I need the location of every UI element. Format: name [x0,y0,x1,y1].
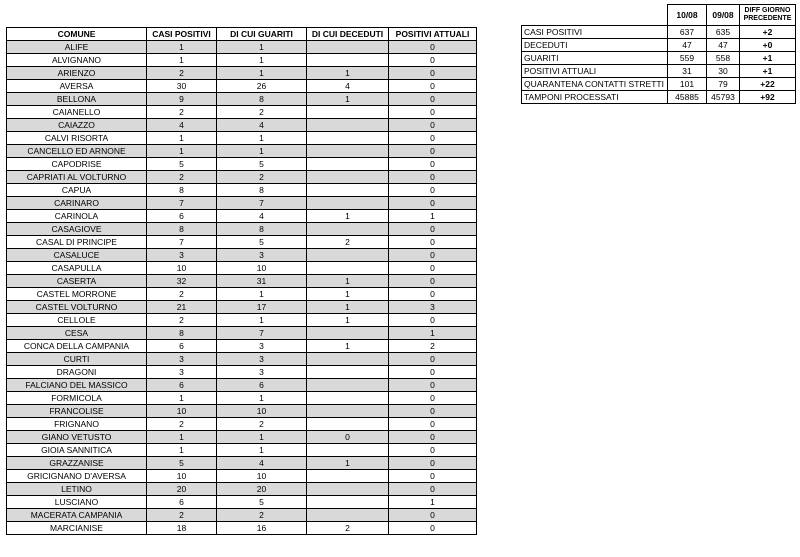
table-row [7,340,477,353]
cell-casi-positivi: 2 [147,288,217,301]
summary-yesterday: 47 [707,39,740,52]
summary-row [522,65,796,78]
cell-positivi-attuali: 0 [389,132,477,145]
cell-positivi-attuali: 0 [389,470,477,483]
cell-guariti: 6 [217,379,307,392]
summary-table-header [522,5,796,26]
cell-guariti: 1 [217,431,307,444]
table-row [7,67,477,80]
cell-casi-positivi: 3 [147,353,217,366]
cell-deceduti: 1 [307,314,389,327]
cell-deceduti [307,262,389,275]
cell-casi-positivi: 5 [147,158,217,171]
cell-comune: CESA [7,327,147,340]
table-row [7,41,477,54]
summary-today: 47 [668,39,707,52]
cell-casi-positivi: 5 [147,457,217,470]
cell-casi-positivi: 1 [147,431,217,444]
cell-casi-positivi: 7 [147,236,217,249]
summary-header-diff: DIFF GIORNO PRECEDENTE [740,5,796,26]
cell-guariti: 1 [217,132,307,145]
cell-deceduti [307,249,389,262]
cell-positivi-attuali: 0 [389,80,477,93]
cell-deceduti [307,496,389,509]
cell-positivi-attuali: 0 [389,275,477,288]
cell-deceduti [307,41,389,54]
cell-casi-positivi: 1 [147,54,217,67]
table-row [7,54,477,67]
header-positivi-attuali: POSITIVI ATTUALI [389,28,477,41]
summary-today: 559 [668,52,707,65]
summary-yesterday: 635 [707,26,740,39]
table-row [7,171,477,184]
summary-diff: +1 [740,52,796,65]
cell-comune: CAIANELLO [7,106,147,119]
cell-comune: CAPRIATI AL VOLTURNO [7,171,147,184]
cell-comune: LUSCIANO [7,496,147,509]
table-row [7,223,477,236]
table-row [7,249,477,262]
table-row [7,379,477,392]
table-row [7,522,477,535]
cell-positivi-attuali: 1 [389,210,477,223]
cell-casi-positivi: 21 [147,301,217,314]
table-row [7,93,477,106]
cell-positivi-attuali: 0 [389,184,477,197]
cell-guariti: 1 [217,54,307,67]
table-row [7,288,477,301]
table-row [7,418,477,431]
cell-guariti: 1 [217,444,307,457]
cell-comune: CAPUA [7,184,147,197]
cell-guariti: 3 [217,366,307,379]
summary-today: 101 [668,78,707,91]
summary-row [522,78,796,91]
cell-guariti: 26 [217,80,307,93]
cell-deceduti: 1 [307,457,389,470]
summary-label: DECEDUTI [522,39,668,52]
cell-positivi-attuali: 0 [389,379,477,392]
cell-comune: GIOIA SANNITICA [7,444,147,457]
cell-guariti: 4 [217,457,307,470]
cell-positivi-attuali: 0 [389,145,477,158]
table-row [7,496,477,509]
cell-deceduti [307,184,389,197]
table-row [7,184,477,197]
summary-label: POSITIVI ATTUALI [522,65,668,78]
cell-positivi-attuali: 0 [389,171,477,184]
cell-guariti: 17 [217,301,307,314]
summary-header-blank [522,5,668,26]
cell-positivi-attuali: 0 [389,431,477,444]
cell-comune: CONCA DELLA CAMPANIA [7,340,147,353]
cell-positivi-attuali: 0 [389,288,477,301]
cell-casi-positivi: 2 [147,418,217,431]
cell-guariti: 7 [217,197,307,210]
summary-yesterday: 558 [707,52,740,65]
cell-deceduti [307,366,389,379]
cell-deceduti: 1 [307,340,389,353]
cell-casi-positivi: 1 [147,41,217,54]
cell-guariti: 5 [217,496,307,509]
summary-label: TAMPONI PROCESSATI [522,91,668,104]
table-row [7,197,477,210]
cell-deceduti [307,470,389,483]
summary-diff: +2 [740,26,796,39]
cell-comune: CASTEL VOLTURNO [7,301,147,314]
cell-comune: GRICIGNANO D'AVERSA [7,470,147,483]
summary-row [522,52,796,65]
summary-label: QUARANTENA CONTATTI STRETTI [522,78,668,91]
cell-guariti: 5 [217,158,307,171]
table-row [7,210,477,223]
summary-today: 637 [668,26,707,39]
cell-comune: CAPODRISE [7,158,147,171]
cell-casi-positivi: 6 [147,496,217,509]
cell-comune: FRANCOLISE [7,405,147,418]
cell-positivi-attuali: 0 [389,249,477,262]
table-row [7,366,477,379]
cell-comune: ARIENZO [7,67,147,80]
comuni-table [6,27,477,535]
cell-deceduti [307,483,389,496]
cell-positivi-attuali: 0 [389,158,477,171]
summary-diff: +92 [740,91,796,104]
cell-deceduti: 1 [307,210,389,223]
cell-guariti: 10 [217,405,307,418]
cell-guariti: 1 [217,67,307,80]
cell-guariti: 8 [217,223,307,236]
cell-deceduti [307,54,389,67]
table-row [7,444,477,457]
cell-guariti: 1 [217,288,307,301]
table-row [7,353,477,366]
cell-positivi-attuali: 0 [389,444,477,457]
cell-positivi-attuali: 0 [389,236,477,249]
cell-positivi-attuali: 0 [389,41,477,54]
cell-casi-positivi: 1 [147,145,217,158]
summary-yesterday: 45793 [707,91,740,104]
cell-deceduti [307,379,389,392]
cell-comune: ALVIGNANO [7,54,147,67]
cell-deceduti: 4 [307,80,389,93]
cell-deceduti [307,223,389,236]
cell-comune: CASAPULLA [7,262,147,275]
summary-header-yesterday: 09/08 [707,5,740,26]
cell-comune: CAIAZZO [7,119,147,132]
table-row [7,145,477,158]
table-row [7,301,477,314]
cell-comune: CALVI RISORTA [7,132,147,145]
cell-positivi-attuali: 0 [389,483,477,496]
cell-positivi-attuali: 0 [389,106,477,119]
cell-deceduti [307,145,389,158]
cell-comune: MARCIANISE [7,522,147,535]
cell-guariti: 5 [217,236,307,249]
table-row [7,158,477,171]
header-deceduti: DI CUI DECEDUTI [307,28,389,41]
cell-positivi-attuali: 2 [389,340,477,353]
cell-comune: CURTI [7,353,147,366]
header-comune: COMUNE [7,28,147,41]
cell-deceduti [307,158,389,171]
summary-diff: +22 [740,78,796,91]
cell-guariti: 4 [217,119,307,132]
cell-deceduti [307,392,389,405]
cell-casi-positivi: 6 [147,210,217,223]
cell-positivi-attuali: 0 [389,54,477,67]
cell-casi-positivi: 10 [147,470,217,483]
cell-deceduti: 2 [307,522,389,535]
cell-casi-positivi: 18 [147,522,217,535]
cell-positivi-attuali: 0 [389,93,477,106]
cell-guariti: 3 [217,353,307,366]
summary-header-today: 10/08 [668,5,707,26]
cell-comune: CASAGIOVE [7,223,147,236]
table-row [7,327,477,340]
cell-positivi-attuali: 0 [389,353,477,366]
cell-casi-positivi: 8 [147,327,217,340]
cell-guariti: 4 [217,210,307,223]
cell-guariti: 7 [217,327,307,340]
cell-guariti: 1 [217,145,307,158]
summary-row [522,39,796,52]
cell-casi-positivi: 32 [147,275,217,288]
cell-casi-positivi: 1 [147,444,217,457]
cell-guariti: 2 [217,171,307,184]
cell-comune: DRAGONI [7,366,147,379]
cell-guariti: 31 [217,275,307,288]
cell-positivi-attuali: 0 [389,405,477,418]
cell-positivi-attuali: 0 [389,392,477,405]
cell-positivi-attuali: 0 [389,119,477,132]
cell-comune: CELLOLE [7,314,147,327]
cell-positivi-attuali: 0 [389,366,477,379]
cell-deceduti: 1 [307,288,389,301]
table-row [7,431,477,444]
cell-deceduti: 2 [307,236,389,249]
cell-positivi-attuali: 0 [389,522,477,535]
cell-comune: MACERATA CAMPANIA [7,509,147,522]
cell-casi-positivi: 2 [147,67,217,80]
cell-deceduti [307,444,389,457]
cell-comune: CASERTA [7,275,147,288]
cell-guariti: 1 [217,314,307,327]
summary-today: 31 [668,65,707,78]
cell-positivi-attuali: 0 [389,262,477,275]
cell-deceduti [307,418,389,431]
cell-positivi-attuali: 0 [389,314,477,327]
comuni-table-header [7,28,477,41]
cell-comune: GRAZZANISE [7,457,147,470]
cell-guariti: 8 [217,93,307,106]
cell-guariti: 8 [217,184,307,197]
cell-casi-positivi: 4 [147,119,217,132]
cell-deceduti: 1 [307,301,389,314]
cell-positivi-attuali: 0 [389,223,477,236]
cell-guariti: 3 [217,249,307,262]
cell-deceduti [307,197,389,210]
cell-deceduti [307,509,389,522]
cell-guariti: 10 [217,262,307,275]
header-casi-positivi: CASI POSITIVI [147,28,217,41]
cell-casi-positivi: 6 [147,379,217,392]
summary-row [522,91,796,104]
cell-positivi-attuali: 3 [389,301,477,314]
cell-comune: FORMICOLA [7,392,147,405]
summary-label: GUARITI [522,52,668,65]
cell-deceduti: 0 [307,431,389,444]
table-row [7,314,477,327]
cell-deceduti [307,171,389,184]
summary-diff: +0 [740,39,796,52]
cell-casi-positivi: 2 [147,171,217,184]
cell-casi-positivi: 30 [147,80,217,93]
cell-comune: CARINOLA [7,210,147,223]
cell-comune: CASTEL MORRONE [7,288,147,301]
cell-casi-positivi: 1 [147,132,217,145]
summary-diff: +1 [740,65,796,78]
cell-casi-positivi: 8 [147,184,217,197]
cell-positivi-attuali: 1 [389,496,477,509]
summary-row [522,26,796,39]
cell-casi-positivi: 1 [147,392,217,405]
table-row [7,483,477,496]
summary-yesterday: 79 [707,78,740,91]
cell-casi-positivi: 2 [147,106,217,119]
cell-comune: ALIFE [7,41,147,54]
table-row [7,119,477,132]
table-row [7,470,477,483]
cell-deceduti: 1 [307,67,389,80]
table-row [7,275,477,288]
summary-table [521,4,796,104]
cell-guariti: 2 [217,106,307,119]
cell-deceduti [307,405,389,418]
cell-casi-positivi: 2 [147,509,217,522]
cell-deceduti [307,119,389,132]
cell-comune: CASAL DI PRINCIPE [7,236,147,249]
cell-casi-positivi: 3 [147,366,217,379]
header-guariti: DI CUI GUARITI [217,28,307,41]
cell-positivi-attuali: 1 [389,327,477,340]
cell-deceduti [307,353,389,366]
cell-casi-positivi: 9 [147,93,217,106]
table-row [7,80,477,93]
cell-positivi-attuali: 0 [389,418,477,431]
cell-guariti: 1 [217,41,307,54]
table-row [7,236,477,249]
cell-casi-positivi: 7 [147,197,217,210]
table-row [7,132,477,145]
cell-guariti: 3 [217,340,307,353]
cell-guariti: 2 [217,509,307,522]
cell-deceduti [307,327,389,340]
cell-casi-positivi: 10 [147,262,217,275]
cell-deceduti [307,106,389,119]
table-row [7,392,477,405]
cell-positivi-attuali: 0 [389,457,477,470]
cell-positivi-attuali: 0 [389,197,477,210]
cell-deceduti [307,132,389,145]
table-row [7,262,477,275]
cell-positivi-attuali: 0 [389,67,477,80]
cell-casi-positivi: 8 [147,223,217,236]
cell-comune: LETINO [7,483,147,496]
summary-today: 45885 [668,91,707,104]
cell-deceduti: 1 [307,275,389,288]
cell-comune: CARINARO [7,197,147,210]
table-row [7,106,477,119]
cell-comune: BELLONA [7,93,147,106]
cell-guariti: 10 [217,470,307,483]
cell-casi-positivi: 20 [147,483,217,496]
cell-comune: CASALUCE [7,249,147,262]
summary-label: CASI POSITIVI [522,26,668,39]
cell-positivi-attuali: 0 [389,509,477,522]
cell-casi-positivi: 10 [147,405,217,418]
summary-yesterday: 30 [707,65,740,78]
cell-comune: FRIGNANO [7,418,147,431]
cell-guariti: 20 [217,483,307,496]
cell-comune: AVERSA [7,80,147,93]
cell-casi-positivi: 2 [147,314,217,327]
cell-casi-positivi: 3 [147,249,217,262]
cell-guariti: 2 [217,418,307,431]
cell-casi-positivi: 6 [147,340,217,353]
table-row [7,405,477,418]
table-row [7,509,477,522]
cell-comune: CANCELLO ED ARNONE [7,145,147,158]
cell-guariti: 16 [217,522,307,535]
table-row [7,457,477,470]
cell-deceduti: 1 [307,93,389,106]
cell-guariti: 1 [217,392,307,405]
cell-comune: FALCIANO DEL MASSICO [7,379,147,392]
cell-comune: GIANO VETUSTO [7,431,147,444]
